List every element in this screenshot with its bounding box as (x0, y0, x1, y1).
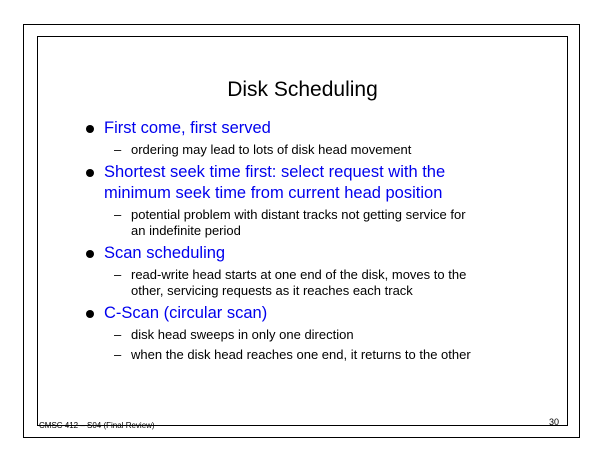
footer-course-label: CMSC 412 – S04 (Final Review) (39, 421, 155, 430)
sub-bullet-list (104, 142, 556, 158)
bullet-text: Scan scheduling (104, 244, 226, 262)
sub-bullet-item (104, 267, 556, 299)
dash-marker: – (114, 267, 122, 282)
sub-bullet-text: read-write head starts at one end of the disk, moves to the other, servicing requests as it reaches each track (131, 267, 467, 298)
sub-bullet-list (104, 207, 556, 239)
sub-bullet-item (104, 347, 556, 363)
dash-marker: – (114, 207, 122, 222)
bullet-text: C-Scan (circular scan) (104, 304, 268, 322)
sub-bullet-item (104, 327, 556, 343)
bullet-item (86, 162, 556, 239)
dash-marker: – (114, 347, 122, 362)
slide-title: Disk Scheduling (227, 78, 378, 101)
bullet-list (86, 118, 556, 367)
bullet-dot-icon (86, 310, 94, 318)
sub-bullet-text: disk head sweeps in only one direction (131, 327, 354, 342)
sub-bullet-text: ordering may lead to lots of disk head movement (131, 142, 412, 157)
bullet-item (86, 303, 556, 363)
dash-marker: – (114, 142, 122, 157)
bullet-dot-icon (86, 125, 94, 133)
sub-bullet-item (104, 142, 556, 158)
bullet-dot-icon (86, 169, 94, 177)
dash-marker: – (114, 327, 122, 342)
sub-bullet-text: potential problem with distant tracks not getting service for an indefinite period (131, 207, 466, 238)
bullet-text: First come, first served (104, 119, 271, 137)
sub-bullet-list (104, 327, 556, 363)
bullet-item (86, 118, 556, 158)
page-number: 30 (549, 417, 560, 427)
sub-bullet-list (104, 267, 556, 299)
sub-bullet-item (104, 207, 556, 239)
bullet-dot-icon (86, 250, 94, 258)
sub-bullet-text: when the disk head reaches one end, it returns to the other (131, 347, 471, 362)
bullet-text: Shortest seek time first: select request with the minimum seek time from current head position (104, 163, 446, 202)
bullet-item (86, 243, 556, 299)
